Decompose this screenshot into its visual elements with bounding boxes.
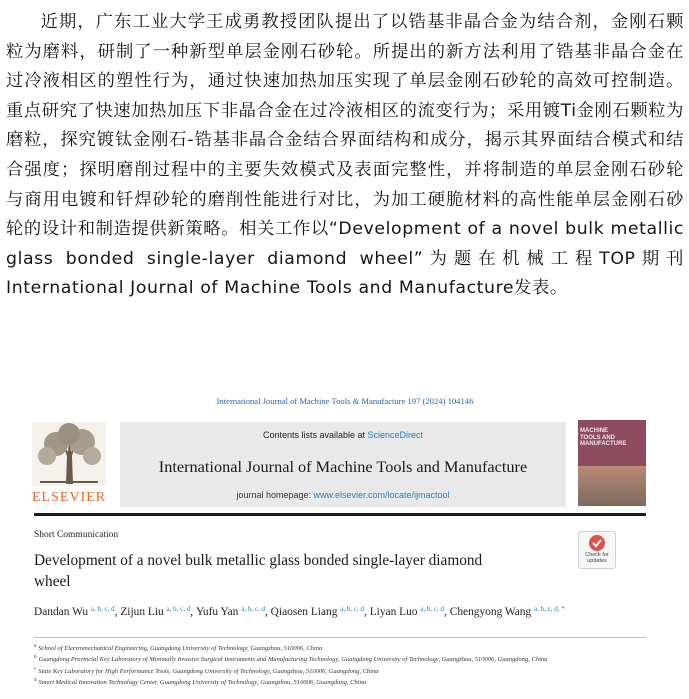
affiliation: $^a$ School of Electromechanical Engineering, Guangdong University of Technology, Guangzhou, 510006, China bbox=[34, 644, 323, 652]
affiliation-list bbox=[34, 642, 646, 688]
homepage-line bbox=[120, 490, 566, 500]
author: Liyan Luo $^{a, b, c, d}$, bbox=[369, 605, 450, 618]
homepage-link[interactable]: www.elsevier.com/locate/ijmactool bbox=[313, 490, 450, 500]
author: Qiaosen Liang $^{a, b, c, d}$, bbox=[270, 605, 370, 618]
cover-title: MACHINE TOOLS AND MANUFACTURE bbox=[580, 428, 627, 447]
contents-prefix: Contents lists available at bbox=[262, 430, 368, 440]
elsevier-wordmark: ELSEVIER bbox=[32, 490, 107, 505]
header-rule bbox=[34, 513, 646, 516]
check-for-updates-button[interactable] bbox=[578, 531, 616, 569]
author: Yufu Yan $^{a, b, c, d}$, bbox=[195, 605, 271, 618]
journal-cover bbox=[578, 420, 646, 506]
paper-header-image bbox=[30, 392, 660, 699]
article-text bbox=[6, 8, 684, 304]
author: Chengyong Wang $^{a, b, c, d, *}$ bbox=[449, 605, 565, 618]
journal-title: International Journal of Machine Tools and Manufacture bbox=[158, 457, 528, 476]
check-updates-icon bbox=[588, 534, 606, 552]
author: Zijun Liu $^{a, b, c, d}$, bbox=[120, 605, 196, 618]
elsevier-tree-icon bbox=[32, 422, 106, 486]
author-list bbox=[34, 601, 646, 620]
affiliation: $^c$ State Key Laboratory for High Performance Tools, Guangdong University of Technology, Guangzhou, 510006, Guangdong, China bbox=[34, 666, 379, 675]
journal-banner bbox=[120, 422, 566, 507]
affiliation-rule bbox=[34, 637, 646, 638]
article-paragraph: 近期，广东工业大学王成勇教授团队提出了以锆基非晶合金为结合剂，金刚石颗粒为磨料，研制了一种新型单层金刚石砂轮。所提出的新方法利用了锆基非晶合金在过冷液相区的塑性行为，通过快速加热加压实现了单层金刚石砂轮的高效可控制造。重点研究了快速加热加压下非晶合金在过冷液相区的流变行为；采用镀Ti金刚石颗粒为磨粒，探究镀钛金刚石-锆基非晶合金结合界面结构和成分，揭示其界面结合模式和结合强度；探明磨削过程中的主要失效模式及表面完整性，并将制造的单层金刚石砂轮与商用电镀和钎焊砂轮的磨削性能进行对比，为加工硬脆材料的高性能单层金刚石砂轮的设计和制造提供新策略。相关工作以“Development of a novel bulk metallic glass bonded single-layer diamond wheel”为题在机械工程TOP期刊International Journal of Machine Tools and Manufacture发表。 bbox=[6, 12, 684, 299]
cover-image bbox=[578, 466, 646, 506]
contents-line bbox=[120, 430, 566, 440]
journal-citation[interactable]: International Journal of Machine Tools & Manufacture 197 (2024) 104146 bbox=[216, 396, 474, 406]
author: Dandan Wu $^{a, b, c, d}$, bbox=[34, 605, 121, 618]
sciencedirect-link[interactable]: ScienceDirect bbox=[367, 430, 424, 440]
paper-title: Development of a novel bulk metallic glass bonded single-layer diamond wheel bbox=[34, 552, 483, 590]
article-type: Short Communication bbox=[34, 530, 119, 540]
homepage-prefix: journal homepage: bbox=[236, 490, 314, 500]
affiliation: $^b$ Guangdong Provincial Key Laboratory of Minimally Invasive Surgical Instruments and Manufacturing Technology, Guangdong University of Technology, Guangzhou, 510006, Guangdong, China bbox=[34, 655, 548, 664]
affiliation: $^d$ Smart Medical Innovation Technology Center, Guangdong University of Technology, Guangzhou, 510006, Guangdong, China bbox=[34, 678, 367, 687]
elsevier-logo bbox=[32, 422, 106, 506]
check-updates-label: Check for updates bbox=[585, 552, 609, 564]
